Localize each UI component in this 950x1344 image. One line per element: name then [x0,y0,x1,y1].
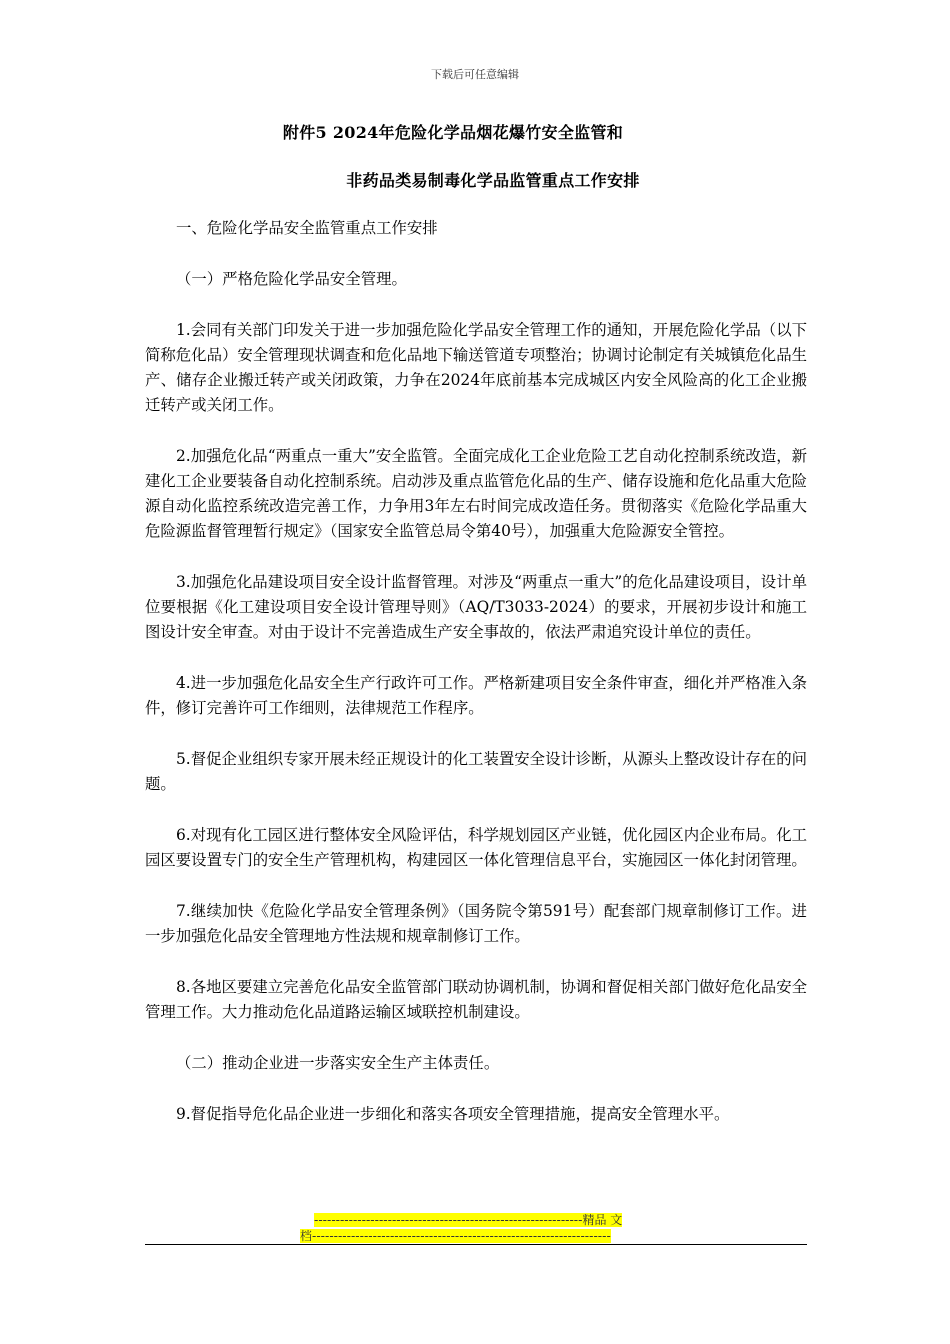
paragraph-3: 3.加强危化品建设项目安全设计监督管理。对涉及“两重点一重大”的危化品建设项目，设计单位要根据《化工建设项目安全设计管理导则》（AQ/T3033-2024）的要求，开展初步设计和施工图设计安全审查。对由于设计不完善造成生产安全事故的，依法严肃追究设计单位的责任。 [145,573,807,641]
subsection-2-heading: （二）推动企业进一步落实安全生产主体责任。 [176,1054,500,1072]
section-1-heading: 一、危险化学品安全监管重点工作安排 [176,219,438,237]
paragraph-4: 4.进一步加强危化品安全生产行政许可工作。严格新建项目安全条件审查，细化并严格准入条件，修订完善许可工作细则，法律规范工作程序。 [145,674,807,717]
document-title-line-1: 附件5 2024年危险化学品烟花爆竹安全监管和 [282,123,624,142]
paragraph-8: 8.各地区要建立完善危化品安全监管部门联动协调机制，协调和督促相关部门做好危化品安全管理工作。大力推动危化品道路运输区域联控机制建设。 [145,978,807,1021]
subsection-1-heading: （一）严格危险化学品安全管理。 [176,270,407,288]
paragraph-7: 7.继续加快《危险化学品安全管理条例》（国务院令第591号）配套部门规章制修订工作。进一步加强危化品安全管理地方性法规和规章制修订工作。 [145,902,807,945]
document-body [145,216,807,1127]
footer-watermark-banner [300,1212,650,1244]
footer-divider [145,1244,807,1245]
paragraph-2: 2.加强危化品“两重点一重大”安全监管。全面完成化工企业危险工艺自动化控制系统改造，新建化工企业要装备自动化控制系统。启动涉及重点监管危化品的生产、储存设施和危化品重大危险源自动化监控系统改造完善工作，力争用3年左右时间完成改造任务。贯彻落实《危险化学品重大危险源监督管理暂行规定》（国家安全监管总局令第40号），加强重大危险源安全管控。 [145,447,807,540]
footer-banner-line-1: --------------------------------------------------------------精品 文 [314,1213,623,1227]
document-title-line-2: 非药品类易制毒化学品监管重点工作安排 [346,171,640,190]
paragraph-5: 5.督促企业组织专家开展未经正规设计的化工装置安全设计诊断，从源头上整改设计存在的问题。 [145,750,807,793]
paragraph-9: 9.督促指导危化品企业进一步细化和落实各项安全管理措施，提高安全管理水平。 [176,1105,730,1123]
footer-banner-line-2: 档--------------------------------------------------------------------- [300,1229,611,1243]
paragraph-1: 1.会同有关部门印发关于进一步加强危险化学品安全管理工作的通知，开展危险化学品（以下简称危化品）安全管理现状调查和危化品地下输送管道专项整治；协调讨论制定有关城镇危化品生产、储存企业搬迁转产或关闭政策，力争在2024年底前基本完成城区内安全风险高的化工企业搬迁转产或关闭工作。 [145,321,807,414]
header-note: 下载后可任意编辑 [431,68,519,81]
paragraph-6: 6.对现有化工园区进行整体安全风险评估，科学规划园区产业链，优化园区内企业布局。化工园区要设置专门的安全生产管理机构，构建园区一体化管理信息平台，实施园区一体化封闭管理。 [145,826,807,869]
